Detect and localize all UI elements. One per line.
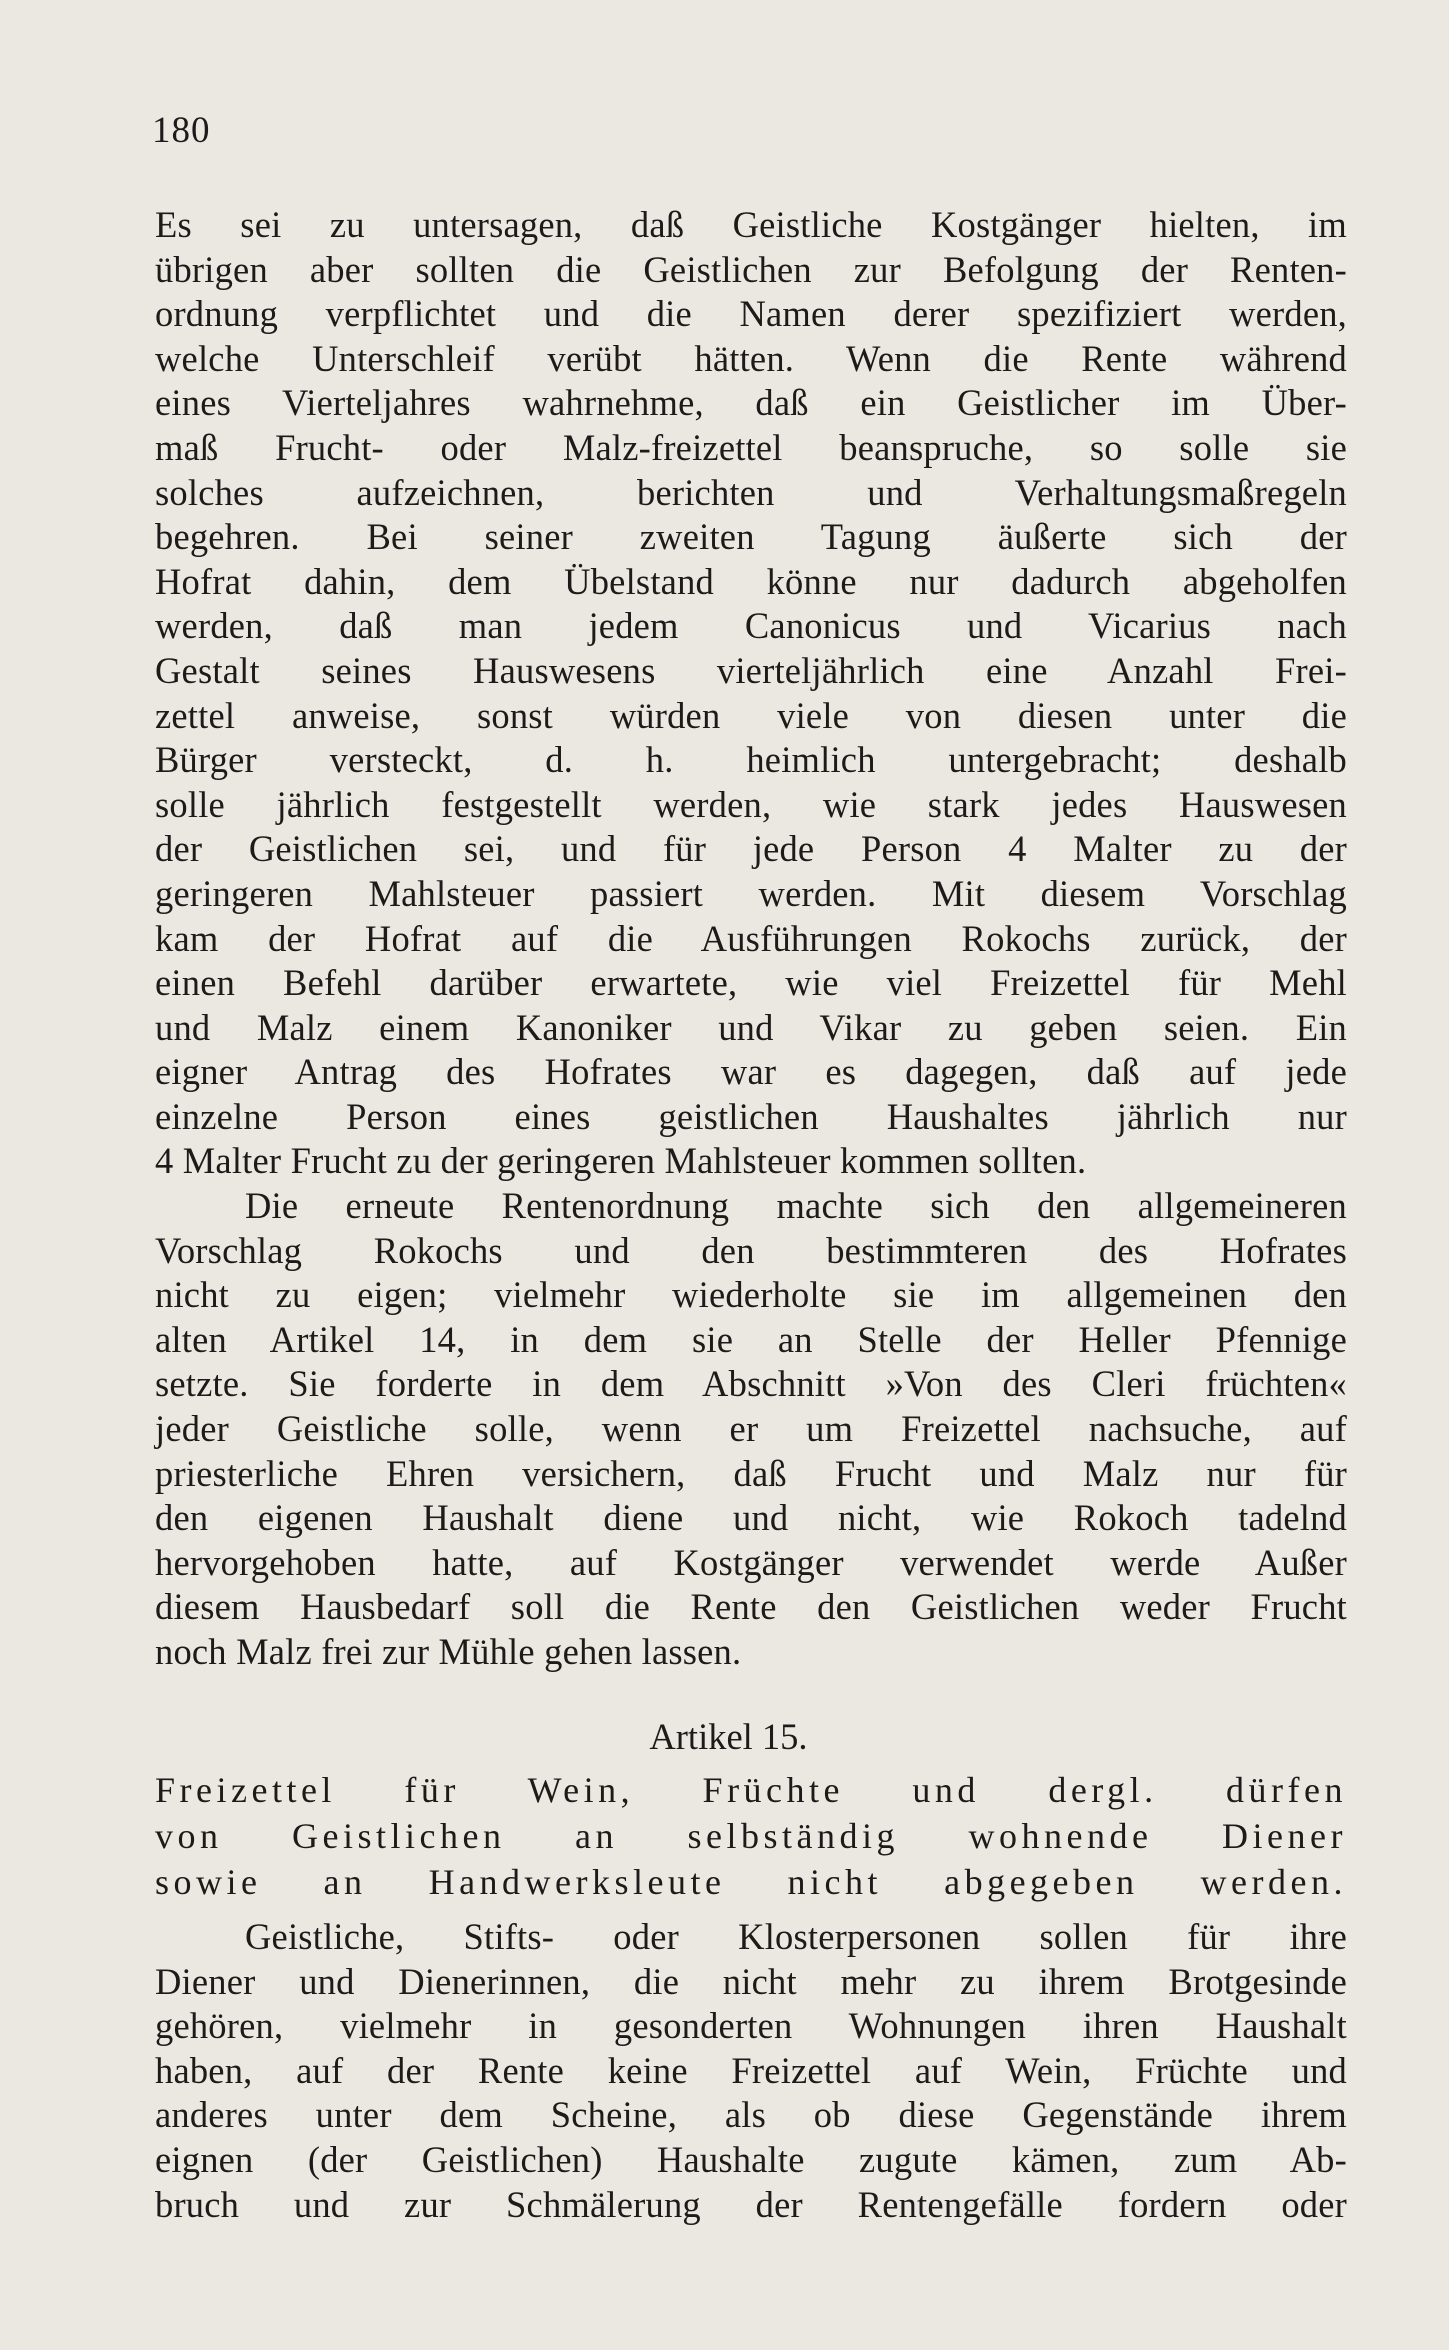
text-line: priesterliche Ehren versichern, daß Frucht und Malz nur für [155, 1452, 1347, 1494]
text-line: Vorschlag Rokochs und den bestimmteren des Hofrates [155, 1229, 1347, 1271]
text-line: übrigen aber sollten die Geistlichen zur Befolgung der Renten- [155, 248, 1347, 290]
text-line: jeder Geistliche solle, wenn er um Freizettel nachsuche, auf [155, 1408, 1347, 1450]
text-line: setzte. Sie forderte in dem Abschnitt »Von des Cleri früchten« [155, 1363, 1347, 1405]
text-line: der Geistlichen sei, und für jede Person 4 Malter zu der [155, 828, 1347, 870]
text-line: Bürger versteckt, d. h. heimlich untergebracht; deshalb [155, 739, 1347, 781]
text-line: begehren. Bei seiner zweiten Tagung äußerte sich der [155, 516, 1347, 558]
text-line: gehören, vielmehr in gesonderten Wohnungen ihren Haushalt [155, 2005, 1347, 2047]
text-line: kam der Hofrat auf die Ausführungen Rokochs zurück, der [155, 917, 1347, 959]
text-line: Hofrat dahin, dem Übelstand könne nur dadurch abgeholfen [155, 560, 1347, 602]
text-line: einen Befehl darüber erwartete, wie viel Freizettel für Mehl [155, 962, 1347, 1004]
text-line: einzelne Person eines geistlichen Haushaltes jährlich nur [155, 1095, 1347, 1137]
text-line: Die erneute Rentenordnung machte sich den allgemeineren [245, 1185, 1347, 1227]
text-line: werden, daß man jedem Canonicus und Vicarius nach [155, 605, 1347, 647]
paragraph-3 [155, 1915, 1347, 2227]
text-line: ordnung verpflichtet und die Namen derer spezifiziert werden, [155, 293, 1347, 335]
text-line: Es sei zu untersagen, daß Geistliche Kostgänger hielten, im [155, 204, 1347, 245]
text-line: eignen (der Geistlichen) Haushalte zugute kämen, zum Ab- [155, 2138, 1347, 2180]
text-line: geringeren Mahlsteuer passiert werden. Mit diesem Vorschlag [155, 872, 1347, 914]
text-line: alten Artikel 14, in dem sie an Stelle der Heller Pfennige [155, 1318, 1347, 1360]
text-line: zettel anweise, sonst würden viele von diesen unter die [155, 694, 1347, 736]
text-line: noch Malz frei zur Mühle gehen lassen. [155, 1631, 742, 1672]
text-line: den eigenen Haushalt diene und nicht, wie Rokoch tadelnd [155, 1497, 1347, 1539]
article-heading: Artikel 15. [649, 1716, 808, 1757]
text-line: bruch und zur Schmälerung der Rentengefälle fordern oder [155, 2183, 1347, 2225]
summary-line: sowie an Handwerksleute nicht abgegeben werden. [155, 1862, 1347, 1902]
text-line: und Malz einem Kanoniker und Vikar zu geben seien. Ein [155, 1006, 1347, 1048]
page-number: 180 [152, 110, 211, 151]
text-line: anderes unter dem Scheine, als ob diese Gegenstände ihrem [155, 2094, 1347, 2136]
article-summary [155, 1767, 1347, 1905]
text-line: haben, auf der Rente keine Freizettel auf Wein, Früchte und [155, 2049, 1347, 2091]
text-line: Geistliche, Stifts- oder Klosterpersonen sollen für ihre [245, 1916, 1347, 1957]
paragraph-1 [155, 203, 1347, 1675]
text-line: diesem Hausbedarf soll die Rente den Geistlichen weder Frucht [155, 1586, 1347, 1628]
text-line: solches aufzeichnen, berichten und Verhaltungsmaßregeln [155, 471, 1347, 513]
text-line: welche Unterschleif verübt hätten. Wenn die Rente während [155, 337, 1347, 379]
text-line: nicht zu eigen; vielmehr wiederholte sie im allgemeinen den [155, 1274, 1347, 1316]
text-line: eigner Antrag des Hofrates war es dagegen, daß auf jede [155, 1051, 1347, 1093]
text-line: eines Vierteljahres wahrnehme, daß ein Geistlicher im Über- [155, 382, 1347, 424]
text-line: solle jährlich festgestellt werden, wie stark jedes Hauswesen [155, 783, 1347, 825]
text-line: hervorgehoben hatte, auf Kostgänger verwendet werde Außer [155, 1541, 1347, 1583]
text-line: 4 Malter Frucht zu der geringeren Mahlsteuer kommen sollten. [155, 1140, 1087, 1182]
text-line: maß Frucht- oder Malz-freizettel beanspruche, so solle sie [155, 426, 1347, 468]
text-line: Gestalt seines Hauswesens vierteljährlich eine Anzahl Frei- [155, 649, 1347, 691]
summary-line: von Geistlichen an selbständig wohnende Diener [155, 1816, 1347, 1856]
text-line: Diener und Dienerinnen, die nicht mehr zu ihrem Brotgesinde [155, 1960, 1347, 2002]
summary-line: Freizettel für Wein, Früchte und dergl. dürfen [155, 1770, 1347, 1810]
